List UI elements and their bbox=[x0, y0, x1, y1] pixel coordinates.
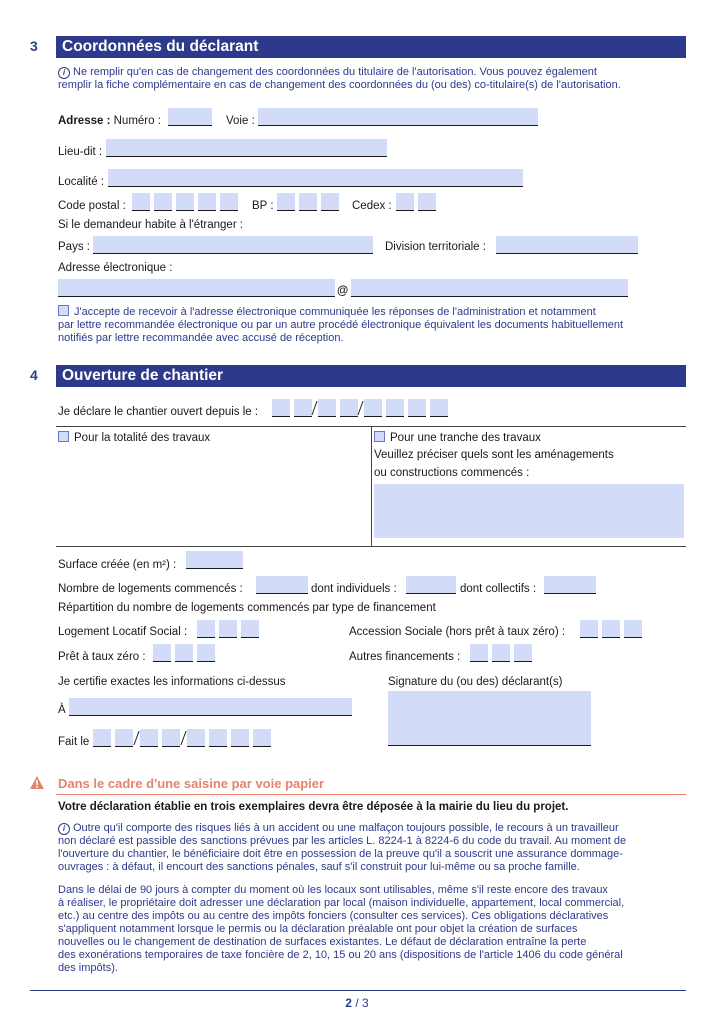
ptz-digit-3[interactable] bbox=[197, 644, 215, 662]
faitle-digit-5[interactable] bbox=[187, 729, 205, 747]
division-input[interactable] bbox=[496, 236, 638, 254]
pays-input[interactable] bbox=[93, 236, 373, 254]
section-3-info bbox=[58, 66, 698, 92]
cedex-digit-2[interactable] bbox=[418, 193, 436, 211]
ptz-digit-1[interactable] bbox=[153, 644, 171, 662]
date-digit-1[interactable] bbox=[272, 399, 290, 417]
faitle-digit-1[interactable] bbox=[93, 729, 111, 747]
faitle-digit-3[interactable] bbox=[140, 729, 158, 747]
section-4-header: Ouverture de chantier bbox=[56, 365, 686, 387]
codepostal-digit-4[interactable] bbox=[198, 193, 216, 211]
surface-input[interactable] bbox=[186, 551, 243, 569]
bp-label: BP : bbox=[252, 200, 274, 212]
info-line-2: remplir la fiche complémentaire en cas de changement des coordonnées du (ou des) co-titulaire(s) de l'autorisation. bbox=[58, 79, 621, 91]
division-label: Division territoriale : bbox=[385, 241, 486, 253]
date-separator bbox=[133, 731, 139, 745]
codepostal-digit-3[interactable] bbox=[176, 193, 194, 211]
accession-label: Accession Sociale (hors prêt à taux zéro) : bbox=[349, 626, 566, 638]
faitle-label: Fait le bbox=[58, 736, 90, 748]
footer-divider bbox=[30, 990, 686, 991]
repartition-label: Répartition du nombre de logements commencés par type de financement bbox=[58, 602, 436, 614]
warning-title: Dans le cadre d'une saisine par voie papier bbox=[58, 776, 325, 791]
lieudit-label: Lieu-dit : bbox=[58, 146, 103, 158]
tranche-option[interactable]: Pour une tranche des travaux bbox=[374, 431, 541, 444]
faitle-digit-2[interactable] bbox=[115, 729, 133, 747]
logements-label: Nombre de logements commencés : bbox=[58, 583, 243, 595]
consent-checkbox[interactable] bbox=[58, 305, 69, 316]
faitle-digit-8[interactable] bbox=[253, 729, 271, 747]
lls-digit-2[interactable] bbox=[219, 620, 237, 638]
codepostal-label: Code postal : bbox=[58, 200, 126, 212]
voie-input[interactable] bbox=[258, 108, 538, 126]
date-separator bbox=[311, 401, 317, 415]
pays-label: Pays : bbox=[58, 241, 90, 253]
surface-label: Surface créée (en m²) : bbox=[58, 559, 177, 571]
voie-label: Voie : bbox=[226, 115, 255, 127]
cedex-digit-1[interactable] bbox=[396, 193, 414, 211]
declare-label: Je déclare le chantier ouvert depuis le : bbox=[58, 406, 259, 418]
page-number: 2 / 3 bbox=[345, 996, 369, 1010]
lieu-input[interactable] bbox=[69, 698, 352, 716]
autres-digit-2[interactable] bbox=[492, 644, 510, 662]
codepostal-digit-2[interactable] bbox=[154, 193, 172, 211]
tranche-checkbox[interactable] bbox=[374, 431, 385, 442]
individuels-label: dont individuels : bbox=[311, 583, 397, 595]
faitle-digit-7[interactable] bbox=[231, 729, 249, 747]
codepostal-digit-1[interactable] bbox=[132, 193, 150, 211]
warning-icon bbox=[30, 776, 44, 792]
adresse-label: Adresse : Numéro : bbox=[58, 115, 161, 127]
ptz-label: Prêt à taux zéro : bbox=[58, 651, 146, 663]
date-digit-4[interactable] bbox=[340, 399, 358, 417]
autres-digit-1[interactable] bbox=[470, 644, 488, 662]
at-sign: @ bbox=[337, 285, 349, 297]
signature-label: Signature du (ou des) déclarant(s) bbox=[388, 676, 563, 688]
preciser-line-1: Veuillez préciser quels sont les aménagements bbox=[374, 449, 614, 461]
info-icon: i bbox=[58, 67, 70, 79]
signature-box[interactable] bbox=[388, 691, 591, 746]
section-4-number: 4 bbox=[30, 367, 38, 383]
ptz-digit-2[interactable] bbox=[175, 644, 193, 662]
logements-input[interactable] bbox=[256, 576, 308, 594]
collectifs-input[interactable] bbox=[544, 576, 596, 594]
lls-digit-1[interactable] bbox=[197, 620, 215, 638]
warning-divider bbox=[56, 794, 686, 795]
accession-digit-3[interactable] bbox=[624, 620, 642, 638]
totalite-checkbox[interactable] bbox=[58, 431, 69, 442]
lieudit-input[interactable] bbox=[106, 139, 387, 157]
a-label: À bbox=[58, 704, 66, 716]
table-bottom-border bbox=[56, 546, 686, 547]
email-domain-input[interactable] bbox=[351, 279, 628, 297]
consent-text: J'accepte de recevoir à l'adresse électronique communiquée les réponses de l'administration et notamment par lettre recommandée électronique ou par un autre procédé électronique équivalent les documents habituellement notifiés par lettre recommandée avec accusé de réception. bbox=[58, 306, 624, 344]
cedex-label: Cedex : bbox=[352, 200, 392, 212]
accession-digit-1[interactable] bbox=[580, 620, 598, 638]
date-digit-3[interactable] bbox=[318, 399, 336, 417]
certifie-label: Je certifie exactes les informations ci-dessus bbox=[58, 676, 286, 688]
localite-label: Localité : bbox=[58, 176, 105, 188]
section-3-header: Coordonnées du déclarant bbox=[56, 36, 686, 58]
info-icon: i bbox=[58, 823, 70, 835]
paper-paragraph-1: i Outre qu'il comporte des risques liés à un accident ou une malfaçon toujours possible, le recours à un travailleur non déclaré est passible des sanctions prévues par les articles L. 8224-1 à 8224-6 du code du travail. Au moment de l'ouverture du chantier, le bénéficiaire doit être en possession de la preuve qu'il a souscrit une assurance dommage- ouvrages : à défaut, il encourt des sanctions pénales, sauf s'il construit pour lui-même ou sa proche famille. bbox=[58, 822, 627, 873]
email-local-input[interactable] bbox=[58, 279, 335, 297]
lls-label: Logement Locatif Social : bbox=[58, 626, 188, 638]
date-digit-7[interactable] bbox=[408, 399, 426, 417]
faitle-digit-6[interactable] bbox=[209, 729, 227, 747]
codepostal-digit-5[interactable] bbox=[220, 193, 238, 211]
info-line-1: Ne remplir qu'en cas de changement des coordonnées du titulaire de l'autorisation. Vous pouvez également bbox=[73, 66, 597, 78]
bp-digit-2[interactable] bbox=[299, 193, 317, 211]
totalite-option[interactable]: Pour la totalité des travaux bbox=[58, 431, 210, 444]
email-label: Adresse électronique : bbox=[58, 262, 173, 274]
date-digit-2[interactable] bbox=[294, 399, 312, 417]
date-digit-5[interactable] bbox=[364, 399, 382, 417]
date-separator bbox=[180, 731, 186, 745]
date-digit-6[interactable] bbox=[386, 399, 404, 417]
section-3-number: 3 bbox=[30, 38, 38, 54]
bp-digit-3[interactable] bbox=[321, 193, 339, 211]
individuels-input[interactable] bbox=[406, 576, 456, 594]
localite-input[interactable] bbox=[108, 169, 523, 187]
etranger-label: Si le demandeur habite à l'étranger : bbox=[58, 219, 244, 231]
amenagements-textarea[interactable] bbox=[374, 484, 684, 538]
date-digit-8[interactable] bbox=[430, 399, 448, 417]
autres-label: Autres financements : bbox=[349, 651, 461, 663]
accession-digit-2[interactable] bbox=[602, 620, 620, 638]
autres-digit-3[interactable] bbox=[514, 644, 532, 662]
faitle-digit-4[interactable] bbox=[162, 729, 180, 747]
numero-input[interactable] bbox=[168, 108, 212, 126]
bp-digit-1[interactable] bbox=[277, 193, 295, 211]
paper-bold-line: Votre déclaration établie en trois exemplaires devra être déposée à la mairie du lieu du projet. bbox=[58, 801, 569, 813]
collectifs-label: dont collectifs : bbox=[460, 583, 537, 595]
lls-digit-3[interactable] bbox=[241, 620, 259, 638]
paper-paragraph-2: Dans le délai de 90 jours à compter du moment où les locaux sont utilisables, même s'il reste encore des travaux à réaliser, le propriétaire doit adresser une déclaration par local (maison individuelle, appartement, local commercial, etc.) au centre des impôts ou au centre des impôts fonciers (consulter ces services). Ces obligations déclaratives s'appliquent notamment lorsque le permis ou la déclaration préalable ont pour objet la création de surfaces nouvelles ou le changement de destination de surfaces existantes. Le défaut de déclaration entraîne la perte des exonérations temporaires de taxe foncière de 2, 10, 15 ou 20 ans (dispositions de l'article 1406 du code général des impôts). bbox=[58, 884, 625, 974]
preciser-line-2: ou constructions commencés : bbox=[374, 467, 530, 479]
date-separator bbox=[357, 401, 363, 415]
table-divider bbox=[371, 426, 372, 546]
